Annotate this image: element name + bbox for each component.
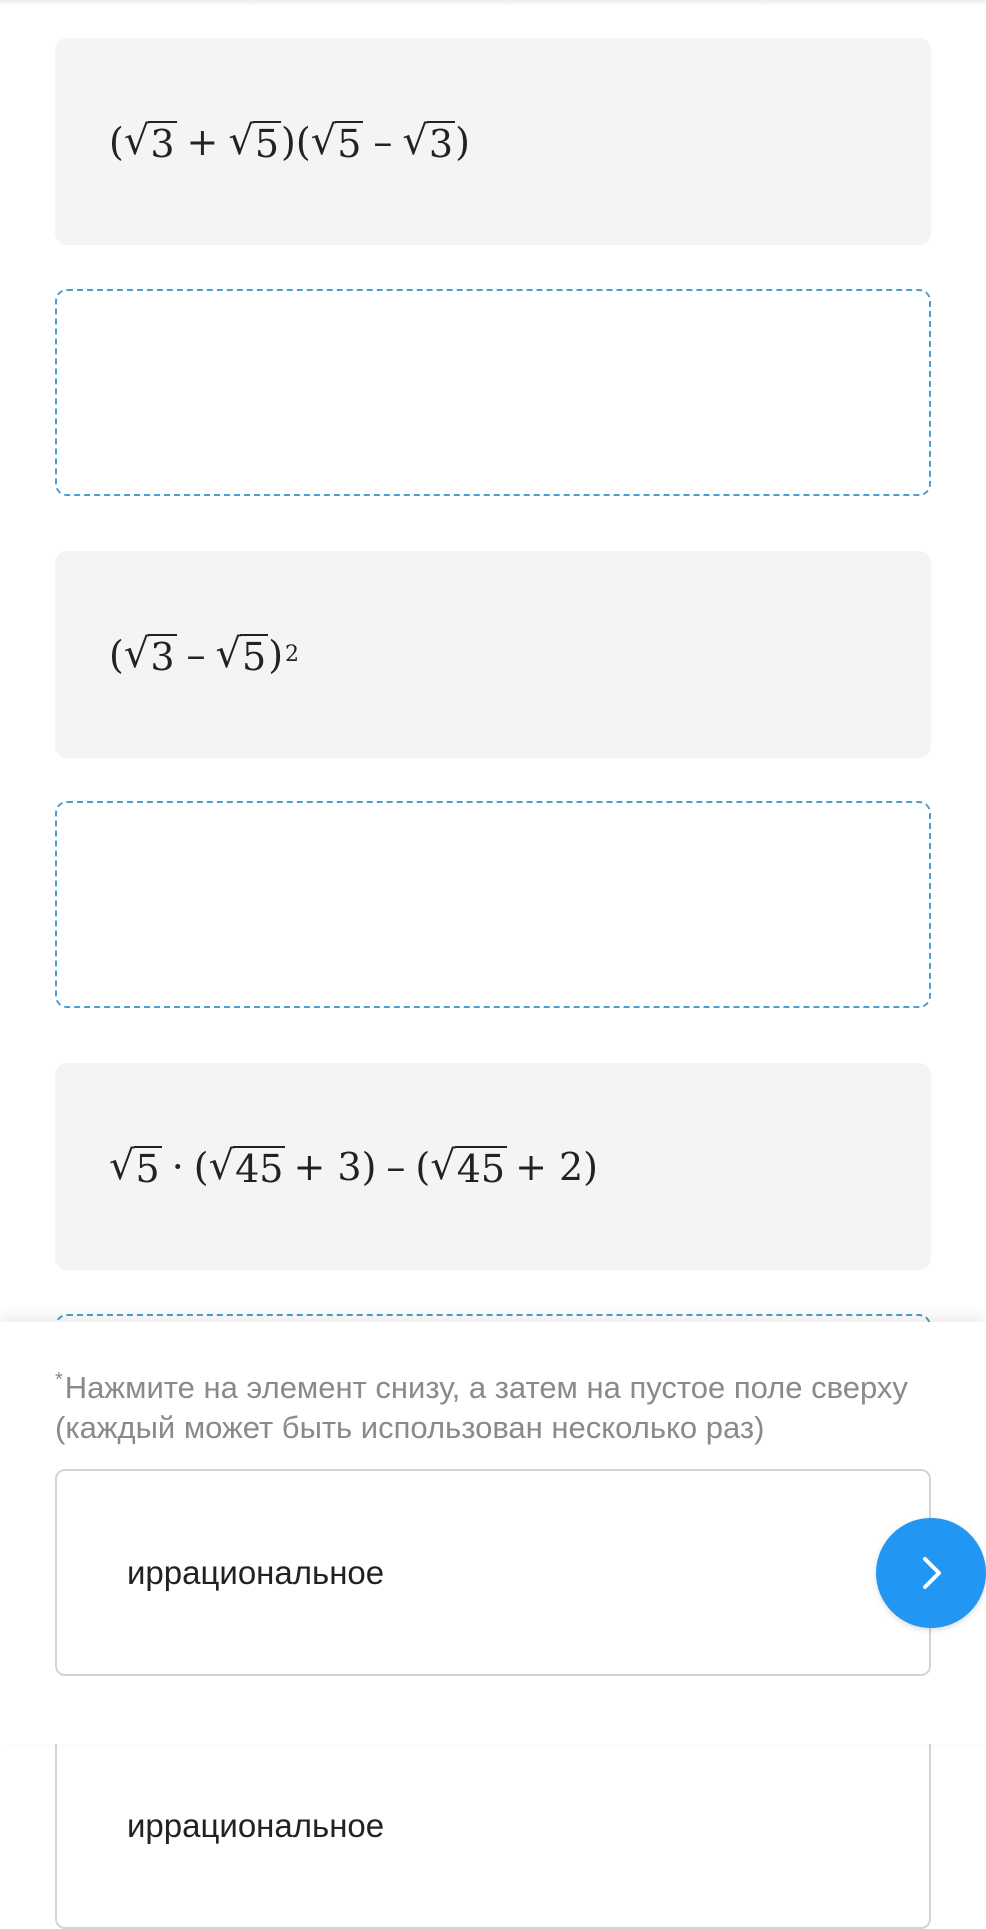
expression-1 — [109, 38, 470, 245]
sqrt — [123, 630, 177, 679]
radicand: 5 — [337, 121, 362, 166]
answer-drop-zone-2[interactable] — [55, 801, 931, 1008]
sqrt — [402, 117, 455, 166]
radicand: 3 — [150, 121, 175, 166]
radicand: 45 — [456, 1146, 506, 1191]
radicand: 3 — [428, 121, 454, 166]
math-operator: + — [186, 119, 219, 164]
radical-sign: √ — [215, 630, 242, 677]
top-shadow — [0, 0, 986, 6]
math-token: ( — [109, 632, 124, 677]
answer-option-label: иррациональное — [127, 1806, 385, 1844]
radicand: 5 — [242, 634, 267, 679]
radical-sign: √ — [310, 117, 337, 164]
math-token: ) — [268, 632, 284, 677]
answer-option-label: иррациональное — [127, 1553, 385, 1591]
answer-options-panel — [0, 1322, 986, 1744]
radicand: 5 — [135, 1146, 160, 1191]
radical-sign: √ — [430, 1142, 456, 1189]
instruction-text — [55, 1360, 935, 1448]
radical-sign: √ — [123, 117, 150, 164]
math-token: + 2) — [515, 1144, 598, 1189]
sqrt — [310, 117, 364, 166]
next-button[interactable] — [876, 1518, 986, 1628]
expression-card-2 — [55, 551, 931, 758]
math-token: + 3) — [293, 1144, 377, 1189]
instruction-label: Нажмите на элемент снизу, а затем на пустое поле сверху (каждый может быть использован несколько раз) — [55, 1370, 908, 1445]
sqrt — [215, 630, 269, 679]
radical-sign: √ — [402, 117, 428, 164]
math-operator: · — [171, 1144, 184, 1189]
math-token: )( — [281, 119, 311, 164]
radicand: 3 — [150, 634, 175, 679]
expression-card-3 — [55, 1063, 931, 1270]
sqrt — [430, 1142, 507, 1191]
radical-sign: √ — [208, 1142, 235, 1189]
sqrt — [228, 117, 281, 166]
radical-sign: √ — [109, 1142, 135, 1189]
sqrt — [123, 117, 177, 166]
chevron-right-icon — [909, 1551, 953, 1595]
math-operator: – — [373, 119, 393, 164]
math-token: ( — [109, 119, 124, 164]
expression-card-1 — [55, 38, 931, 245]
math-token: ( — [415, 1144, 431, 1189]
footnote-marker: * — [55, 1369, 63, 1391]
math-operator: – — [186, 632, 206, 677]
radicand: 5 — [254, 121, 280, 166]
sqrt — [109, 1142, 162, 1191]
answer-option-1[interactable] — [55, 1469, 931, 1676]
math-token: ) — [455, 119, 470, 164]
radicand: 45 — [235, 1146, 284, 1191]
answer-option-2[interactable] — [55, 1722, 931, 1929]
sqrt — [208, 1142, 286, 1191]
math-token: ( — [193, 1144, 209, 1189]
math-operator: – — [386, 1144, 406, 1189]
radical-sign: √ — [123, 630, 150, 677]
expression-3 — [109, 1063, 598, 1270]
answer-drop-zone-1[interactable] — [55, 289, 931, 496]
exponent: 2 — [285, 642, 300, 667]
radical-sign: √ — [228, 117, 254, 164]
expression-2 — [109, 551, 299, 758]
